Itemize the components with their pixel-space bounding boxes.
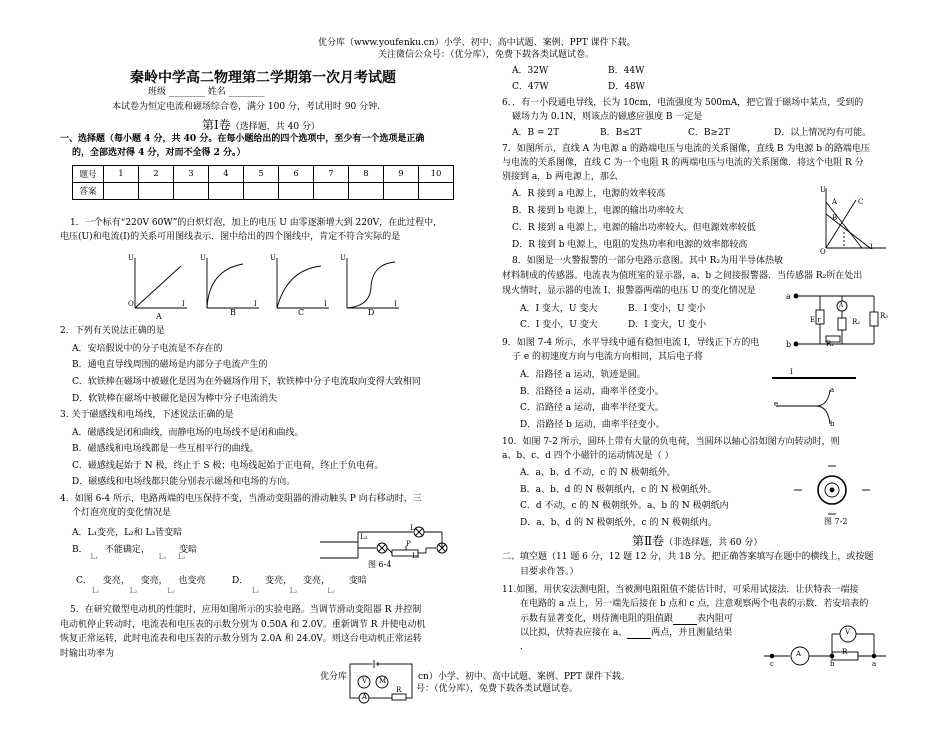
footer-line-1b: cn）小学、初中、高中试题、案例、PPT 课件下载。	[418, 672, 630, 682]
q8-option-c: C．I 变小，U 变大	[520, 320, 598, 330]
q11-line-3-text-b: 表内阻可	[697, 614, 734, 624]
q8-label-r2: R₂	[852, 318, 861, 326]
q7-label-a: A	[832, 198, 838, 206]
q2-option-c: C．软铁棒在磁场中被磁化是因为在外磁场作用下，软铁棒中分子电流取向变得大致相同	[72, 377, 421, 387]
q7-line-1: 7．如图所示，直线 A 为电源 a 的路端电压与电流的关系图像，直线 B 为电源 b 的路端电压	[502, 144, 870, 154]
q4-option-d-l1: L₁	[252, 587, 260, 595]
answer-table-cell: 6	[279, 166, 314, 183]
q1-axis-u-b: U	[200, 254, 206, 262]
class-name-line: 班级 ________ 姓名 ________	[148, 87, 265, 97]
q4-option-d-sub	[252, 587, 335, 595]
q9-label-a: a	[830, 386, 835, 394]
q9-option-b: B．沿路径 a 运动，曲率半径变小。	[520, 387, 664, 397]
answer-blank-2[interactable]	[139, 183, 174, 200]
q6-line-2: 磁场力为 0.1N，则该点的磁感应强度 B 一定是	[512, 112, 703, 122]
q1-origin-a: O	[128, 300, 134, 308]
q7-option-c: C．R 接到 a 电源上，电源的输出功率较大，但电源效率较低	[512, 223, 756, 233]
q5-label-a: A	[362, 693, 368, 701]
q4-label-l3: L₃	[360, 533, 368, 541]
q10-option-d: D．a、b、d 的 N 极朝纸外，c 的 N 极朝纸内。	[520, 518, 718, 528]
q8-line-1: 8．如图是一火警报警的一部分电路示意图。其中 R₂为用半导体热敏	[512, 256, 783, 266]
q4-option-b-l2: L₂	[158, 553, 167, 561]
q9-option-d: D．沿路径 b 运动，曲率半径变小。	[520, 420, 665, 430]
q1-line-1: 1．一个标有“220V 60W”的白炽灯泡，加上的电压 U 由零逐渐增大到 220V，在此过程中，	[70, 218, 443, 228]
q11-blank-1[interactable]	[673, 616, 697, 625]
q2-stem: 2．下列有关说法正确的是	[60, 326, 165, 336]
q9-path-b	[816, 406, 830, 424]
answer-table-cell: 4	[209, 166, 244, 183]
q11-line-3-text-a: 示数有显著变化，则待测电阻的阻值跟	[520, 614, 674, 624]
volume-1-note: （选择题，共 40 分）	[230, 122, 320, 132]
q4-option-c	[76, 576, 206, 587]
volume-1-title: 第Ⅰ卷	[202, 118, 231, 132]
q7-label-o: O	[820, 248, 826, 256]
q7-label-i: I	[870, 243, 873, 251]
q11-label-b: b	[830, 660, 835, 668]
q4-line-2: 个灯泡亮度的变化情况是	[72, 508, 172, 518]
part2-line-1: 二、填空题（11 题 6 分，12 题 12 分，共 18 分。把正确答案填写在题中的横线上，或按题	[502, 552, 874, 562]
q9-label-e: e	[774, 400, 779, 408]
q5-line-4: 时输出功率为	[60, 649, 115, 659]
q5-option-d: D．48W	[608, 82, 645, 92]
q1-graph-c-label: C	[298, 308, 305, 317]
q8-label-meter: A	[839, 302, 844, 309]
answer-table	[72, 165, 454, 200]
q4-figure-caption: 图 6-4	[368, 560, 392, 569]
answer-table-cell: 9	[384, 166, 419, 183]
q4-option-c-text-2: 变亮，	[140, 576, 168, 586]
q4-option-c-sub	[92, 587, 175, 595]
answer-table-answer-row	[73, 183, 454, 200]
q2-option-a: A．安培假说中的分子电流是不存在的	[72, 344, 223, 354]
answer-table-cell: 1	[104, 166, 139, 183]
q7-option-d: D．R 接到 b 电源上，电阻的发热功率和电源的效率都较高	[512, 240, 748, 250]
q7-label-c: C	[858, 198, 864, 206]
q1-graph-b-curve	[207, 264, 243, 308]
q5-label-r: R	[396, 686, 402, 694]
part1-heading-a: 一、选择题（每小题 4 分，共 40 分。在每小题给出的四个选项中，至少有一个选项是正确	[60, 134, 425, 144]
q4-option-d-text-1: 变亮，	[265, 576, 293, 586]
volume-2-title: 第Ⅱ卷	[632, 534, 665, 548]
footer-line-2: 号：（优分库），免费下载各类试题试卷。	[416, 684, 579, 694]
answer-blank-7[interactable]	[314, 183, 349, 200]
q4-label-p: P	[406, 540, 411, 548]
answer-blank-6[interactable]	[279, 183, 314, 200]
q11-line-4-text-a: 以比拟，伏特表应接在 a、	[520, 628, 628, 638]
q1-graph-d-label: D	[368, 308, 375, 317]
q7-option-b: B．R 接到 b 电源上，电源的输出功率较大	[512, 206, 684, 216]
answer-table-cell: 题号	[73, 166, 104, 183]
q11-blank-2[interactable]	[627, 630, 651, 639]
answer-blank-10[interactable]	[419, 183, 454, 200]
q1-graph-b-label: B	[230, 308, 236, 317]
q1-graph-a-curve	[135, 266, 181, 308]
q9-label-i: I	[790, 368, 793, 376]
footer-line-1a: 优分库	[320, 672, 348, 682]
q4-label-l1: L₁	[410, 524, 418, 532]
exam-title: 秦岭中学高二物理第二学期第一次月考试题	[130, 70, 396, 86]
q8-circuit	[790, 288, 880, 352]
q11-label-c: c	[770, 660, 774, 668]
q4-option-d-text-2: 变亮，	[302, 576, 330, 586]
q1-axis-u-d: U	[340, 254, 346, 262]
answer-blank-5[interactable]	[244, 183, 279, 200]
q8-label-r3: R₃	[880, 312, 889, 320]
answer-table-cell: 2	[139, 166, 174, 183]
answer-table-cell: 8	[349, 166, 384, 183]
q4-option-c-l1: L₁	[92, 587, 100, 595]
q4-option-c-text-1: 变亮，	[102, 576, 130, 586]
q1-graphs	[125, 252, 395, 322]
q11-line-4	[520, 628, 732, 639]
q11-label-a-meter: A	[796, 650, 802, 658]
answer-table-cell: 10	[419, 166, 454, 183]
q8-line-3: 现火情时，显示器的电流 I、报警器两端的电压 U 的变化情况是	[502, 286, 756, 296]
q8-option-b: B．I 变小，U 变小	[628, 304, 706, 314]
q9-label-b: b	[830, 420, 835, 428]
q5-option-b: B．44W	[608, 66, 645, 76]
q11-label-v: V	[845, 628, 851, 636]
q1-graph-c-curve	[277, 266, 321, 308]
q4-label-l2: L₂	[412, 552, 420, 560]
q3-option-b: B．磁感线和电场线都是一些互相平行的曲线。	[72, 444, 259, 454]
q6-option-b: B．B≤2T	[600, 128, 642, 138]
q4-option-d-l3: L₃	[327, 587, 335, 595]
q11-label-a: a	[872, 660, 877, 668]
q6-option-d: D．以上情况均有可能。	[774, 128, 872, 138]
q1-axis-u-a: U	[128, 254, 134, 262]
q7-line-3: 别接到 a，b 两电源上，那么	[502, 172, 618, 182]
q11-line-2: 在电路的 a 点上，另一端先后接在 b 点和 c 点，注意观察两个电表的示数．若安培表的	[520, 599, 869, 609]
answer-blank-1[interactable]	[104, 183, 139, 200]
q8-line-2: 材料制成的传感器。电流表为值班室的显示器，a、b 之间接报警器．当传感器 R₂所在处出	[502, 271, 863, 281]
q8-label-b: b	[786, 340, 792, 349]
answer-blank-9[interactable]	[384, 183, 419, 200]
q7-option-a: A．R 接到 a 电源上，电源的效率较高	[512, 189, 666, 199]
q7-label-b: B	[832, 214, 838, 222]
q9-figure	[770, 372, 860, 432]
q7-line-2: 与电流的关系图像，直线 C 为一个电阻 R 的两端电压与电流的关系图像．将这个电阻 R 分	[502, 158, 864, 168]
q10-figure-caption: 图 7-2	[824, 517, 848, 526]
q4-option-b-text-2: 变暗	[179, 545, 198, 555]
q10-line-1: 10．如图 7-2 所示，圆环上带有大量的负电荷，当圆环以轴心沿如图方向转动时，则	[502, 437, 840, 447]
q10-option-b: B．a、b、d 的 N 极朝纸内，c 的 N 极朝纸外。	[520, 485, 717, 495]
q8-r2-icon	[838, 318, 846, 330]
answer-table-header-row	[73, 166, 454, 183]
part2-line-2: 目要求作答。）	[520, 567, 579, 577]
q2-option-b: B．通电直导线周围的磁场是内部分子电流产生的	[72, 360, 268, 370]
answer-blank-4[interactable]	[209, 183, 244, 200]
q3-stem: 3. 关于磁感线和电场线，下述说法正确的是	[60, 410, 234, 420]
q8-label-r1: R₁	[826, 340, 835, 348]
q6-line-1: 6．．有一小段通电导线，长为 10cm，电流强度为 500mA，把它置于磁场中某点，受到的	[502, 98, 864, 108]
answer-blank-3[interactable]	[174, 183, 209, 200]
answer-table-cell: 5	[244, 166, 279, 183]
q4-option-a: A．L₁变亮，L₂和 L₃皆变暗	[72, 528, 183, 538]
q6-option-a: A．B = 2T	[512, 128, 560, 138]
q1-line-2: 电压(U)和电流(I)的关系可用图线表示．图中给出的四个图线中，肯定不符合实际的是	[60, 232, 401, 242]
q11-line-3	[520, 614, 733, 625]
q8-label-e: E r	[810, 316, 821, 324]
q11-line-4-text-b: 两点，并且测量结果	[651, 628, 733, 638]
q4-option-d	[232, 576, 367, 587]
q3-option-c: C．磁感线起始于 N 极，终止于 S 极；电场线起始于正电荷，终止于负电荷。	[72, 461, 384, 471]
q9-path-a	[816, 390, 830, 406]
q7-graph	[820, 186, 890, 256]
q10-option-a: A．a、b、d 不动，c 的 N 极朝纸外。	[520, 468, 676, 478]
q1-axis-i-b: I	[254, 300, 257, 308]
answer-table-cell: 3	[174, 166, 209, 183]
answer-table-cell: 7	[314, 166, 349, 183]
q5-rheostat-icon	[392, 694, 406, 700]
q5-label-v: V	[362, 677, 368, 685]
header-line-1: 优分库（www.youfenku.cn）小学、初中、高中试题、案例、PPT 课件下载。	[318, 38, 636, 48]
q5-line-2: 电动机停止转动时，电流表和电压表的示数分别为 0.50A 和 2.0V。重新调节 R 并使电动机	[60, 620, 426, 630]
q11-line-5: ．	[520, 642, 530, 652]
q10-option-c: C．d 不动，c 的 N 极朝纸外。a、b 的 N 极朝纸内	[520, 501, 729, 511]
q4-option-b-label: B．	[72, 545, 88, 555]
q1-axis-u-c: U	[270, 254, 276, 262]
q10-figure	[788, 460, 878, 516]
answer-table-cell: 答案	[73, 183, 104, 200]
q6-option-c: C．B≥2T	[688, 128, 730, 138]
volume-2-note: （非选择题，共 60 分）	[664, 538, 763, 548]
q5-label-m: M	[379, 677, 387, 685]
q9-option-c: C．沿路径 a 运动，曲率半径变大。	[520, 403, 664, 413]
q4-option-d-l2: L₂	[289, 587, 298, 595]
q4-option-c-l3: L₃	[167, 587, 175, 595]
q8-label-a: a	[786, 292, 791, 301]
q5-line-3: 恢复正常运转，此时电流表和电压表的示数分别为 2.0A 和 24.0V。则这台电动机正常运转	[60, 634, 422, 644]
q1-graph-d-curve	[347, 262, 395, 308]
q11-line-1: 11.如图，用伏安法测电阻，当被测电阻阻值不能估计时，可采用试接法．让伏特表一端接	[502, 585, 859, 595]
q7-label-u: U	[820, 186, 826, 194]
q4-option-b-text-1: 不能确定，	[104, 545, 150, 555]
q8-r3-icon	[870, 312, 878, 326]
volume-2-heading	[632, 534, 762, 549]
q10-line-2: a、b、c、d 四个小磁针的运动情况是（ ）	[502, 451, 674, 461]
q11-label-r: R	[842, 648, 848, 656]
q9-option-a: A．沿路径 a 运动，轨迹是圆。	[520, 370, 646, 380]
q1-axis-i-c: I	[324, 300, 327, 308]
q4-option-c-text-3: 也变亮	[178, 576, 206, 586]
q3-option-a: A．磁感线是闭和曲线，而静电场的电场线不是闭和曲线。	[72, 428, 304, 438]
q4-option-b-l1: L₁	[90, 553, 98, 561]
header-line-2: 关注微信公众号：（优分库），免费下载各类试题试卷。	[378, 50, 595, 60]
answer-blank-8[interactable]	[349, 183, 384, 200]
q2-option-d: D．软铁棒在磁场中被磁化是因为棒中分子电流消失	[72, 394, 278, 404]
q5-option-c: C．47W	[512, 82, 549, 92]
q1-axis-i-d: I	[394, 300, 397, 308]
exam-intro: 本试卷为恒定电流和磁场综合卷，满分 100 分，考试用时 90 分钟.	[112, 102, 380, 112]
q9-line-2: 子 e 的初速度方向与电流方向相同，其后电子将	[512, 352, 704, 362]
q1-axis-i-a: I	[182, 300, 185, 308]
q4-option-c-label: C．	[76, 576, 92, 586]
q8-option-a: A．I 变大，U 变大	[520, 304, 598, 314]
q4-line-1: 4．如图 6-4 所示，电路两端的电压保持不变，当滑动变阻器的滑动触头 P 向右移动时，三	[60, 494, 422, 504]
volume-1-heading	[202, 118, 320, 133]
q3-option-d: D．磁感线和电场线都只能分别表示磁场和电场的方向。	[72, 477, 296, 487]
q5-option-a: A．32W	[512, 66, 549, 76]
q8-option-d: D．I 变大，U 变小	[628, 320, 707, 330]
q5-line-1: 5．在研究微型电动机的性能时，应用如图所示的实验电路。当调节滑动变阻器 R 并控制	[70, 605, 422, 615]
q4-option-b-l3: L₃	[177, 553, 186, 561]
q4-option-b	[72, 545, 198, 561]
q4-option-d-text-3: 变暗	[348, 576, 367, 586]
q4-option-c-l2: L₂	[129, 587, 138, 595]
q4-option-d-label: D．	[232, 576, 249, 586]
q9-line-1: 9．如图 7-4 所示，水平导线中通有稳恒电流 I，导线正下方的电	[502, 338, 760, 348]
q1-graph-a-label: A	[156, 312, 162, 321]
part1-heading-b: 的，全部选对得 4 分，对而不全得 2 分。）	[72, 148, 246, 158]
